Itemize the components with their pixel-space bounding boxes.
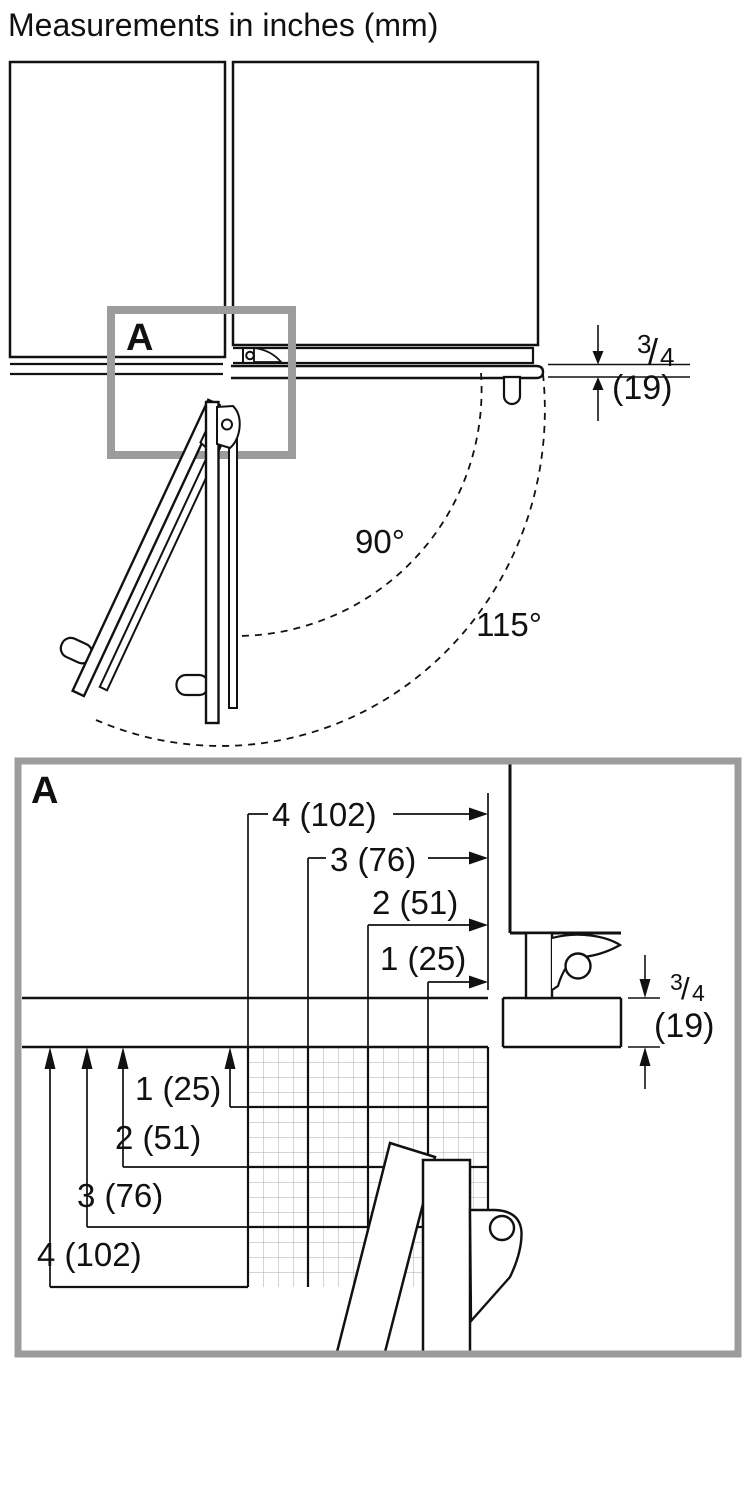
fraction-denominator: 4 bbox=[660, 342, 675, 372]
angle-label-115: 115° bbox=[476, 606, 542, 643]
front-clearance-label-3: 3 (76) bbox=[330, 841, 417, 878]
top-view bbox=[10, 62, 545, 746]
front-clearance-label-4: 4 (102) bbox=[272, 796, 377, 833]
door-hinge-top-view bbox=[243, 348, 281, 364]
fraction-numerator: 3 bbox=[637, 329, 652, 359]
refrigerator-door-closed bbox=[231, 366, 543, 378]
detail-overhang-text bbox=[654, 969, 714, 1045]
detail-fraction-slash: / bbox=[681, 971, 690, 1006]
detail-label: A bbox=[31, 770, 59, 812]
fraction-slash: / bbox=[648, 331, 659, 372]
hinge-pin bbox=[566, 954, 591, 979]
detail-fraction-numerator: 3 bbox=[670, 969, 683, 995]
refrigerator-outline bbox=[233, 62, 538, 345]
refrigerator-detail bbox=[510, 764, 621, 998]
swing-arc-90 bbox=[236, 373, 482, 636]
page-title: Measurements in inches (mm) bbox=[8, 7, 439, 43]
detail-overhang-mm: (19) bbox=[654, 1007, 715, 1045]
side-clearance-label-3: 3 (76) bbox=[77, 1177, 164, 1214]
front-clearance-label-2: 2 (51) bbox=[372, 884, 459, 921]
detail-hinge-pin bbox=[490, 1216, 514, 1240]
side-clearance-label-1: 1 (25) bbox=[135, 1070, 222, 1107]
side-clearance-label-4: 4 (102) bbox=[37, 1236, 142, 1273]
overhang-mm: (19) bbox=[612, 369, 673, 407]
leveling-foot bbox=[504, 377, 520, 404]
detail-callout-label: A bbox=[126, 317, 154, 359]
detail-fraction-denominator: 4 bbox=[692, 980, 705, 1006]
side-clearance-label-2: 2 (51) bbox=[115, 1119, 202, 1156]
front-clearance-label-1: 1 (25) bbox=[380, 940, 467, 977]
counter-section-left bbox=[22, 998, 488, 1047]
counter-section-right bbox=[503, 998, 621, 1047]
angle-label-90: 90° bbox=[355, 523, 405, 560]
counter-overhang-text bbox=[612, 329, 674, 407]
